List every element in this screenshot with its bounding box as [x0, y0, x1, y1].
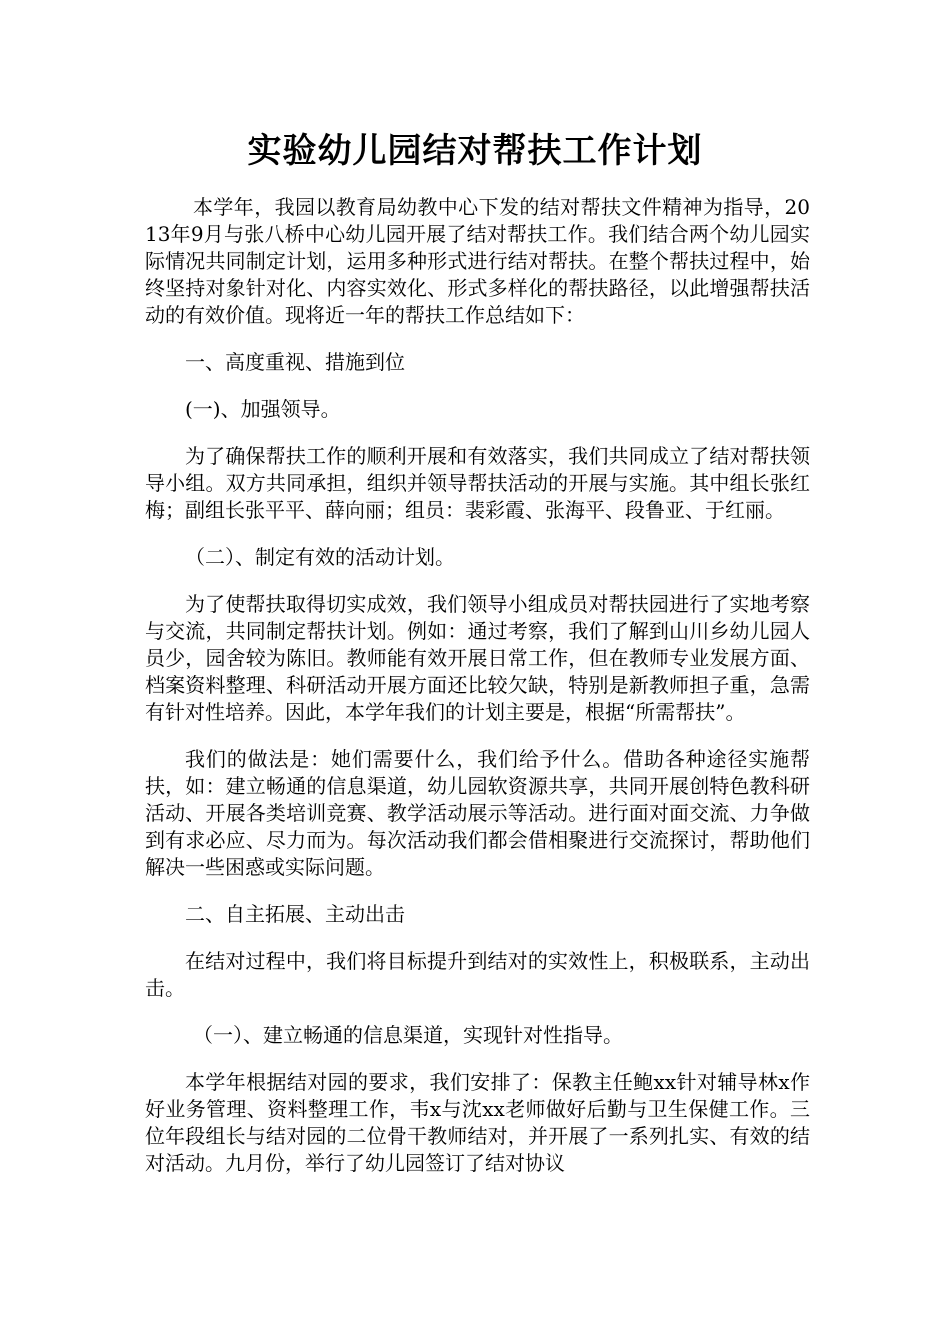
- section-heading-1: 一、高度重视、措施到位: [185, 350, 405, 374]
- body-paragraph: 我们的做法是：她们需要什么，我们给予什么。借助各种途径实施帮扶，如：建立畅通的信息渠道，幼儿园软资源共享，共同开展创特色教科研活动、开展各类培训竞赛、教学活动展示等活动。进行面对面交流、力争做到有求必应、尽力而为。每次活动我们都会借相聚进行交流探讨，帮助他们解决一些困惑或实际问题。: [145, 747, 810, 879]
- section-heading-2: 二、自主拓展、主动出击: [185, 902, 405, 926]
- subsection-heading-1-2: （二）、制定有效的活动计划。: [185, 545, 455, 569]
- document-title: 实验幼儿园结对帮扶工作计划: [247, 131, 703, 171]
- subsection-heading-2-1: （一）、建立畅通的信息渠道，实现针对性指导。: [193, 1023, 623, 1047]
- body-paragraph: 为了确保帮扶工作的顺利开展和有效落实，我们共同成立了结对帮扶领导小组。双方共同承担，组织并领导帮扶活动的开展与实施。其中组长张红梅；副组长张平平、薛向丽；组员：裴彩霞、张海平、段鲁亚、于红丽。: [145, 444, 810, 522]
- body-paragraph: 在结对过程中，我们将目标提升到结对的实效性上，积极联系，主动出击。: [145, 949, 810, 1000]
- body-paragraph: 本学年根据结对园的要求，我们安排了：保教主任鲍xx针对辅导林x作好业务管理、资料整理工作，韦x与沈xx老师做好后勤与卫生保健工作。三位年段组长与结对园的二位骨干教师结对，并开展了一系列扎实、有效的结对活动。九月份，举行了幼儿园签订了结对协议: [145, 1070, 810, 1175]
- body-paragraph: 为了使帮扶取得切实成效，我们领导小组成员对帮扶园进行了实地考察与交流，共同制定帮扶计划。例如：通过考察，我们了解到山川乡幼儿园人员少，园舍较为陈旧。教师能有效开展日常工作，但在教师专业发展方面、档案资料整理、科研活动开展方面还比较欠缺，特别是新教师担子重，急需有针对性培养。因此，本学年我们的计划主要是，根据“所需帮扶”。: [145, 592, 810, 724]
- document-body: [145, 194, 810, 1197]
- subsection-heading-1-1: (一)、加强领导。: [185, 397, 341, 421]
- intro-paragraph: 本学年，我园以教育局幼教中心下发的结对帮扶文件精神为指导，2013年9月与张八桥中心幼儿园开展了结对帮扶工作。我们结合两个幼儿园实际情况共同制定计划，运用多种形式进行结对帮扶。在整个帮扶过程中，始终坚持对象针对化、内容实效化、形式多样化的帮扶路径，以此增强帮扶活动的有效价值。现将近一年的帮扶工作总结如下：: [145, 195, 810, 327]
